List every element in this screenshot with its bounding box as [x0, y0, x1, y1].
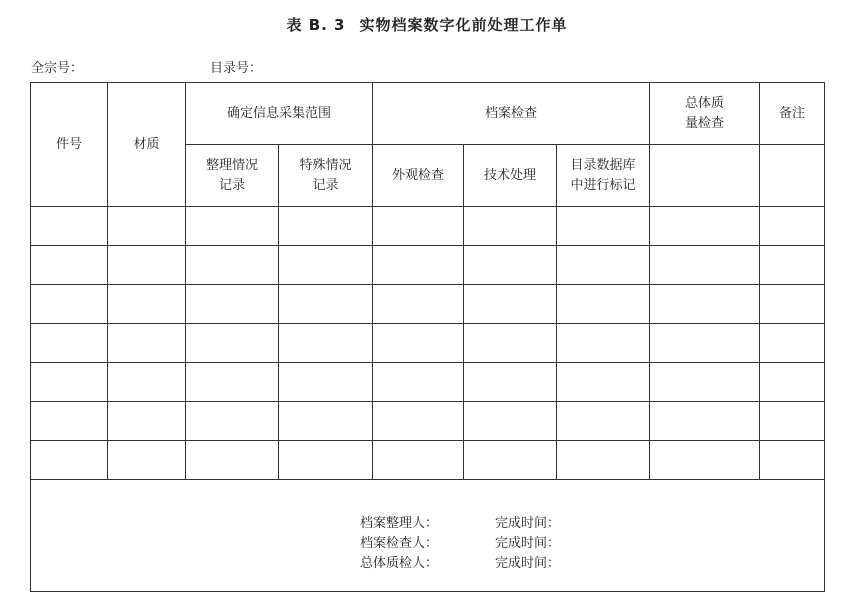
preprocessing-worksheet-table [30, 82, 825, 592]
table-cell[interactable] [557, 285, 650, 324]
table-cell[interactable] [186, 441, 279, 480]
header-remarks: 备注 [760, 83, 825, 145]
table-row [31, 246, 825, 285]
table-cell[interactable] [373, 441, 464, 480]
table-cell[interactable] [31, 246, 108, 285]
table-cell[interactable] [760, 324, 825, 363]
table-cell[interactable] [279, 324, 373, 363]
table-cell[interactable] [279, 363, 373, 402]
header-overall-quality: 总体质 量检查 [650, 83, 760, 145]
table-cell[interactable] [557, 324, 650, 363]
table-cell[interactable] [373, 246, 464, 285]
table-cell[interactable] [108, 324, 186, 363]
table-cell[interactable] [557, 363, 650, 402]
table-cell[interactable] [464, 246, 557, 285]
header-row-1 [31, 83, 825, 145]
signature-line [39, 514, 824, 534]
table-cell[interactable] [186, 207, 279, 246]
table-row [31, 285, 825, 324]
header-catalog-db-mark: 目录数据库 中进行标记 [557, 145, 650, 207]
table-cell[interactable] [464, 441, 557, 480]
signer-role-label: 总体质检人： [359, 555, 438, 571]
table-cell[interactable] [31, 285, 108, 324]
table-cell[interactable] [464, 324, 557, 363]
table-cell[interactable] [557, 441, 650, 480]
signer-role-label: 档案整理人： [359, 515, 438, 531]
table-cell[interactable] [108, 402, 186, 441]
table-cell[interactable] [279, 246, 373, 285]
table-cell[interactable] [650, 402, 760, 441]
header-appearance-check: 外观检查 [373, 145, 464, 207]
table-cell[interactable] [279, 402, 373, 441]
completion-time-label: 完成时间： [495, 515, 561, 531]
data-rows [31, 207, 825, 480]
table-cell[interactable] [557, 207, 650, 246]
header-arrangement-record: 整理情况 记录 [186, 145, 279, 207]
table-code: 表 B. 3 [286, 16, 346, 34]
header-remarks-blank [760, 145, 825, 207]
table-cell[interactable] [373, 363, 464, 402]
table-cell[interactable] [650, 207, 760, 246]
table-cell[interactable] [760, 285, 825, 324]
table-cell[interactable] [108, 207, 186, 246]
signature-line [39, 534, 824, 554]
table-cell[interactable] [186, 363, 279, 402]
header-special-record: 特殊情况 记录 [279, 145, 373, 207]
table-cell[interactable] [373, 285, 464, 324]
table-cell[interactable] [31, 207, 108, 246]
table-cell[interactable] [31, 363, 108, 402]
table-title-text: 实物档案数字化前处理工作单 [359, 16, 568, 34]
header-technical-processing: 技术处理 [464, 145, 557, 207]
signature-block [31, 498, 824, 574]
signature-cell [31, 480, 825, 592]
table-cell[interactable] [186, 285, 279, 324]
completion-time-label: 完成时间： [495, 535, 561, 551]
table-cell[interactable] [650, 363, 760, 402]
table-cell[interactable] [557, 402, 650, 441]
table-cell[interactable] [186, 324, 279, 363]
header-item-number: 件号 [31, 83, 108, 207]
signature-line [39, 554, 824, 574]
table-cell[interactable] [108, 246, 186, 285]
header-material: 材质 [108, 83, 186, 207]
table-cell[interactable] [279, 207, 373, 246]
header-collection-scope: 确定信息采集范围 [186, 83, 373, 145]
table-cell[interactable] [108, 285, 186, 324]
completion-time-label: 完成时间： [495, 555, 561, 571]
table-cell[interactable] [760, 402, 825, 441]
table-cell[interactable] [760, 246, 825, 285]
table-cell[interactable] [108, 441, 186, 480]
table-cell[interactable] [108, 363, 186, 402]
signature-row [31, 480, 825, 592]
fonds-number-label: 全宗号： [31, 61, 84, 76]
table-row [31, 363, 825, 402]
table-cell[interactable] [760, 441, 825, 480]
table-cell[interactable] [464, 363, 557, 402]
table-cell[interactable] [373, 324, 464, 363]
table-cell[interactable] [31, 402, 108, 441]
table-cell[interactable] [279, 441, 373, 480]
table-cell[interactable] [557, 246, 650, 285]
table-row [31, 207, 825, 246]
table-title [0, 14, 854, 35]
table-cell[interactable] [760, 363, 825, 402]
table-cell[interactable] [31, 324, 108, 363]
table-cell[interactable] [760, 207, 825, 246]
table-cell[interactable] [186, 246, 279, 285]
table-cell[interactable] [650, 324, 760, 363]
header-overall-quality-blank [650, 145, 760, 207]
table-cell[interactable] [650, 441, 760, 480]
table-row [31, 324, 825, 363]
table-cell[interactable] [186, 402, 279, 441]
table-cell[interactable] [31, 441, 108, 480]
table-cell[interactable] [373, 402, 464, 441]
table-cell[interactable] [464, 402, 557, 441]
table-row [31, 441, 825, 480]
table-row [31, 402, 825, 441]
table-cell[interactable] [464, 207, 557, 246]
table-cell[interactable] [464, 285, 557, 324]
table-cell[interactable] [279, 285, 373, 324]
table-cell[interactable] [373, 207, 464, 246]
signer-role-label: 档案检查人： [359, 535, 438, 551]
table-cell[interactable] [650, 246, 760, 285]
table-cell[interactable] [650, 285, 760, 324]
catalog-number-label: 目录号： [210, 61, 263, 76]
header-archive-check: 档案检查 [373, 83, 650, 145]
